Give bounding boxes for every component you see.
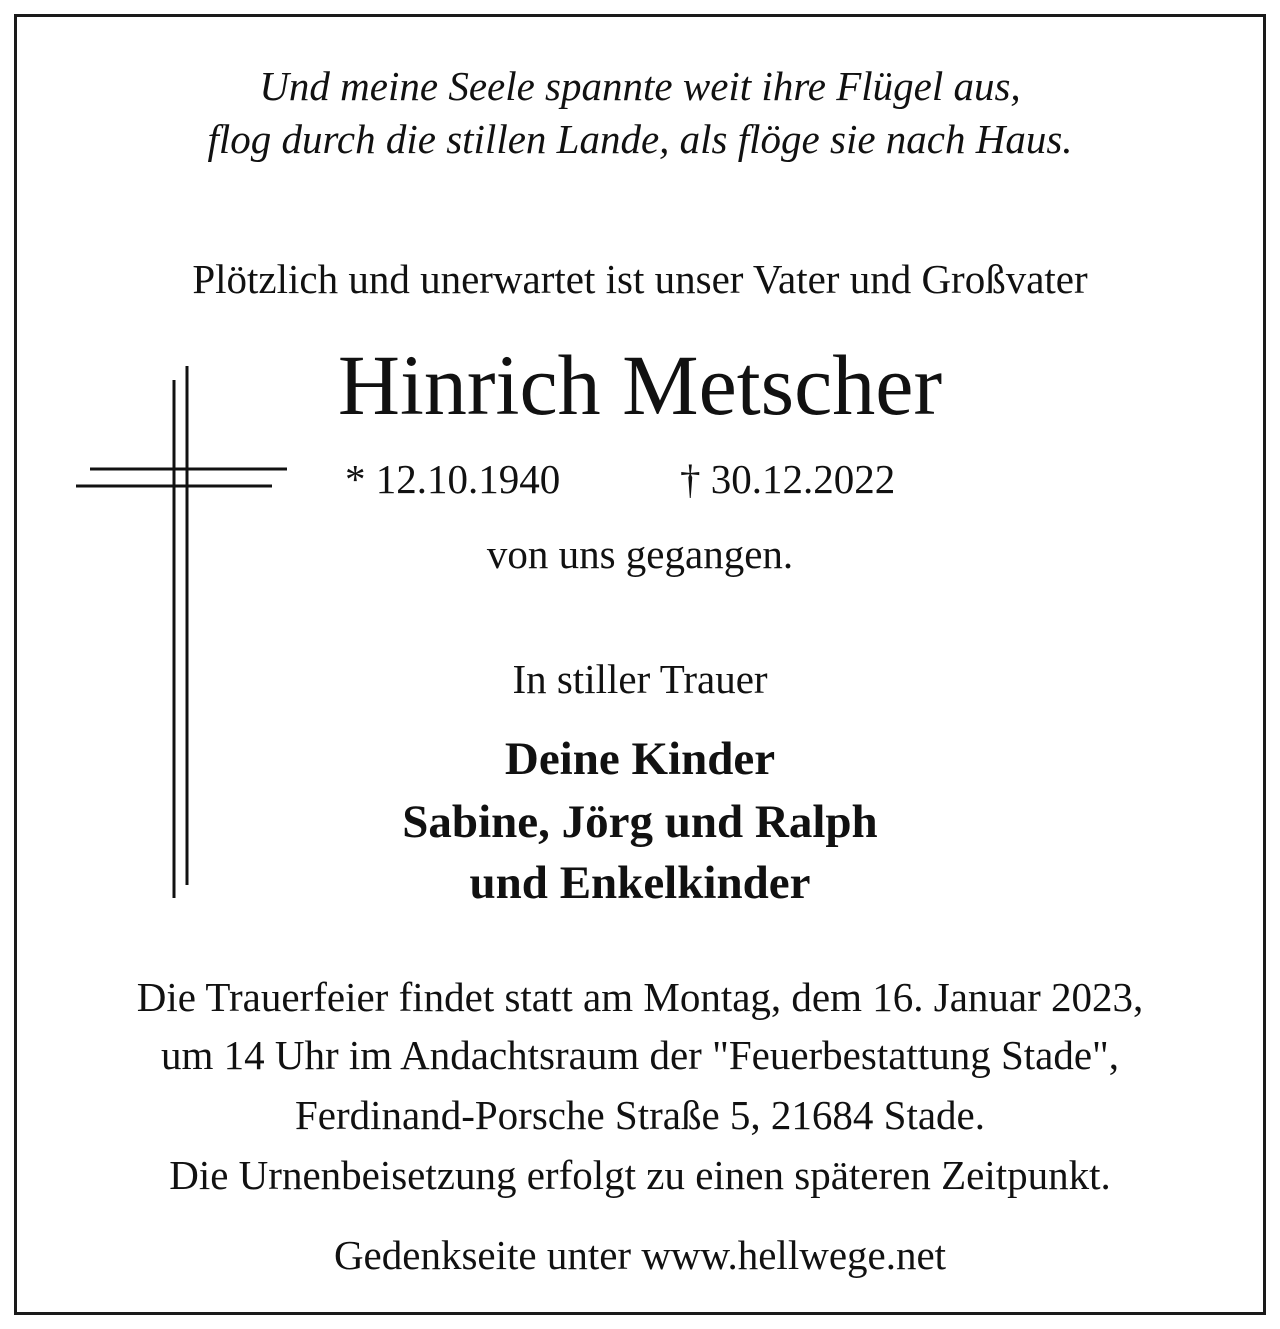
passed-text: von uns gegangen. <box>486 531 794 577</box>
service-line-3: Ferdinand-Porsche Straße 5, 21684 Stade. <box>294 1092 986 1138</box>
mourners-line-1: Deine Kinder <box>504 733 776 785</box>
mourners-line-2: Sabine, Jörg und Ralph <box>402 796 878 848</box>
intro-text: Plötzlich und unerwartet ist unser Vater und Großvater <box>192 256 1088 302</box>
memorial-link-text: Gedenkseite unter www.hellwege.net <box>333 1232 947 1278</box>
service-line-2: um 14 Uhr im Andachtsraum der "Feuerbestattung Stade", <box>160 1032 1120 1078</box>
service-line-4: Die Urnenbeisetzung erfolgt zu einen späteren Zeitpunkt. <box>169 1152 1111 1198</box>
death-date: † 30.12.2022 <box>680 456 896 502</box>
mourning-text: In stiller Trauer <box>512 656 768 702</box>
deceased-name: Hinrich Metscher <box>337 337 943 433</box>
life-dates <box>0 455 1280 505</box>
service-line-1: Die Trauerfeier findet statt am Montag, dem 16. Januar 2023, <box>136 974 1144 1020</box>
birth-date: * 12.10.1940 <box>345 456 561 502</box>
poem-line-1: Und meine Seele spannte weit ihre Flügel aus, <box>259 63 1021 109</box>
mourners-line-3: und Enkelkinder <box>469 857 811 909</box>
poem-line-2: flog durch die stillen Lande, als flöge sie nach Haus. <box>207 116 1073 162</box>
